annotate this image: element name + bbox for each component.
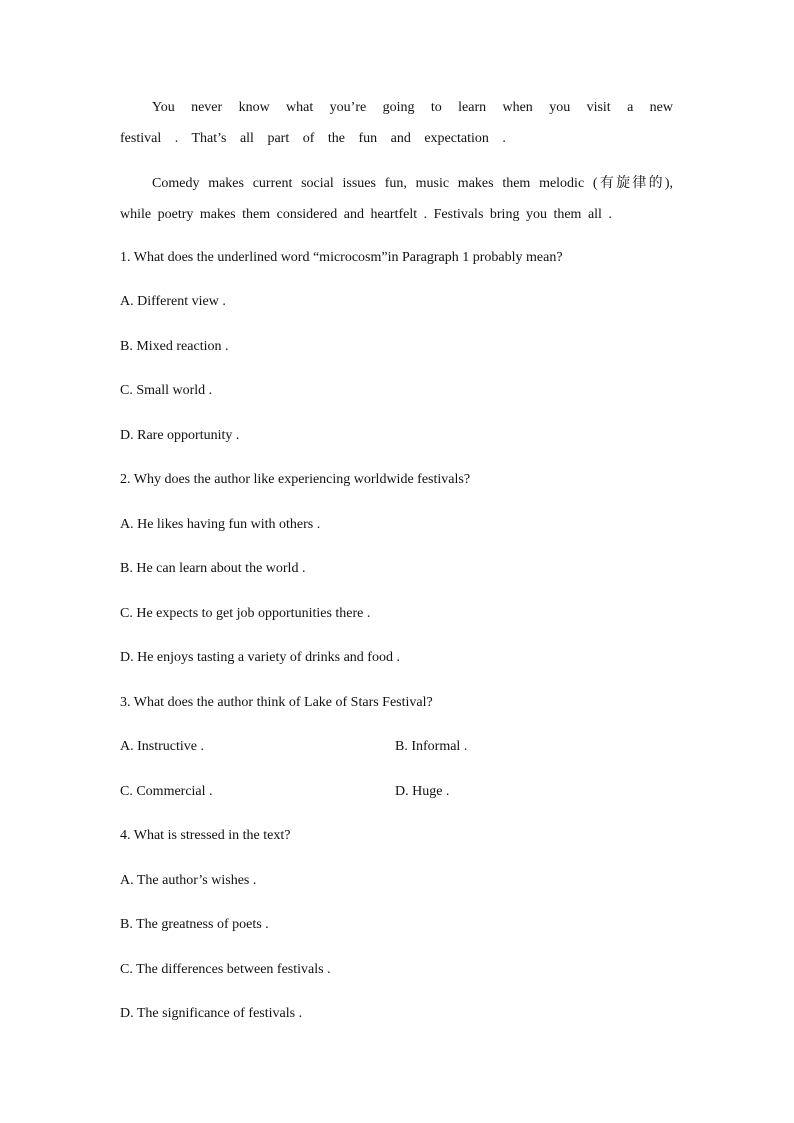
question-1-option-b: B. Mixed reaction . [120, 339, 229, 354]
question-2-option-c: C. He expects to get job opportunities there . [120, 606, 371, 621]
question-1-option-c: C. Small world . [120, 383, 213, 398]
question-3-option-a: A. Instructive . [120, 739, 204, 754]
question-1-option-d: D. Rare opportunity . [120, 428, 240, 443]
question-4-option-d: D. The significance of festivals . [120, 1006, 303, 1021]
question-3-stem: 3. What does the author think of Lake of Stars Festival? [120, 695, 433, 710]
question-1-stem: 1. What does the underlined word “microcosm”in Paragraph 1 probably mean? [120, 250, 563, 265]
question-4-option-c: C. The differences between festivals . [120, 962, 331, 977]
question-4-option-a: A. The author’s wishes . [120, 873, 257, 888]
question-2-stem: 2. Why does the author like experiencing worldwide festivals? [120, 472, 471, 487]
question-2-option-b: B. He can learn about the world . [120, 561, 306, 576]
question-2-option-d: D. He enjoys tasting a variety of drinks and food . [120, 650, 400, 665]
question-4-option-b: B. The greatness of poets . [120, 917, 269, 932]
passage-paragraph-2-text: Comedy makes current social issues fun, music makes them melodic (有旋律的), while poetry makes them considered and heartfelt . Festivals bring you them all . [120, 176, 673, 222]
question-3-option-d: D. Huge . [395, 784, 450, 799]
question-4-stem: 4. What is stressed in the text? [120, 828, 291, 843]
question-3-option-b: B. Informal . [395, 739, 468, 754]
passage-paragraph-2 [120, 168, 673, 230]
question-2-option-a: A. He likes having fun with others . [120, 517, 321, 532]
passage-paragraph-1-text: You never know what you’re going to learn when you visit a new festival . That’s all part of the fun and expectation . [120, 100, 673, 146]
question-3-option-c: C. Commercial . [120, 784, 213, 799]
passage-paragraph-1 [120, 92, 673, 154]
question-1-option-a: A. Different view . [120, 294, 226, 309]
